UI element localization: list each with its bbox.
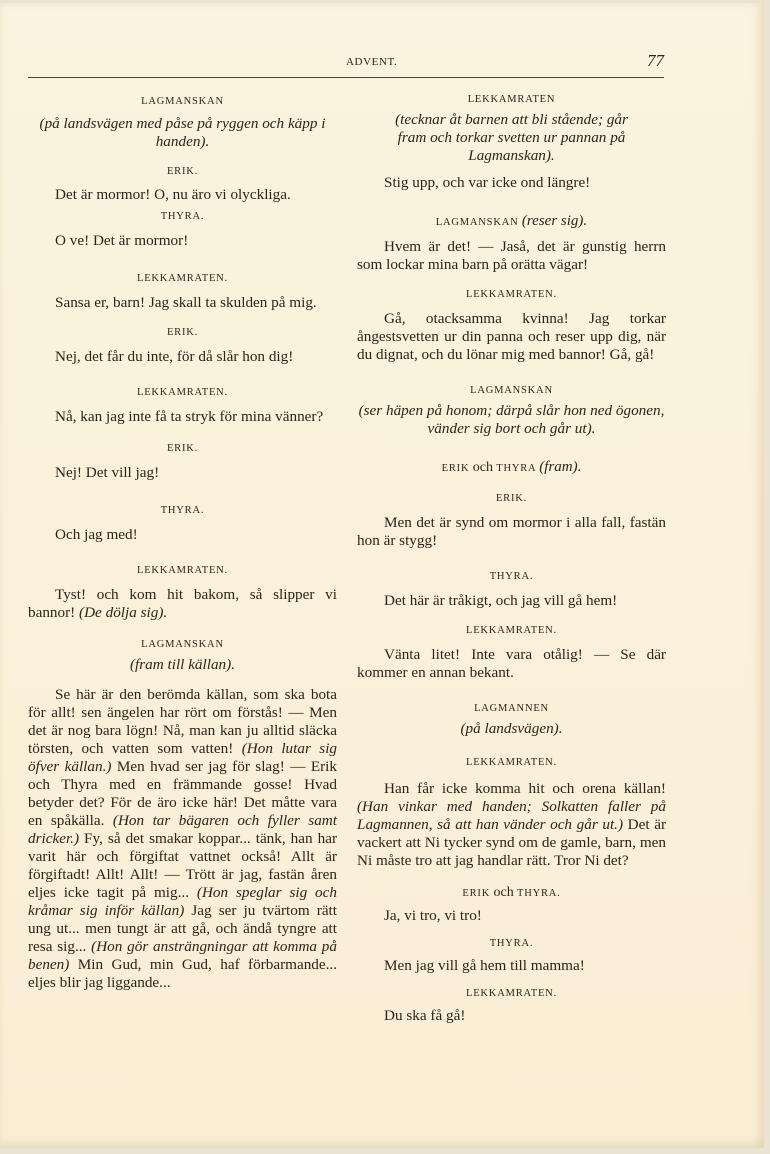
monologue-text: Min Gud, min Gud, haf förbarmande... eljes blir jag liggande...	[28, 956, 338, 991]
dialogue-block	[28, 564, 337, 622]
dialogue-line: Gå, otacksamma kvinna! Jag torkar ångestsvetten ur din panna och reser upp dig, när du dignat, och du lönar mig med bannor! Gå, gå!	[357, 310, 666, 363]
speaker-label: THYRA.	[517, 888, 561, 899]
speaker-direction: (fram).	[539, 459, 582, 475]
speaker-name: THYRA.	[489, 571, 534, 582]
dialogue-line	[357, 780, 666, 870]
speaker-direction: (reser sig).	[521, 213, 588, 229]
dialogue-line: Men det är synd om mormor i alla fall, fastän hon är stygg!	[357, 514, 666, 549]
inline-direction: (Hon tar bägaren och fyller samt dricker.)	[28, 812, 337, 847]
speaker-name: LEKKAMRATEN.	[466, 289, 557, 300]
speaker-name: ERIK.	[495, 493, 528, 504]
stage-direction: (fram till källan).	[129, 656, 236, 673]
dialogue-line: Nej! Det vill jag!	[55, 464, 160, 481]
dialogue-block	[357, 288, 666, 364]
monologue	[28, 686, 337, 992]
dialogue-block	[357, 460, 666, 476]
left-column	[28, 95, 337, 1005]
dialogue-line: Men jag vill gå hem till mamma!	[384, 957, 585, 974]
speaker-name	[357, 886, 666, 901]
speaker-name: ERIK.	[166, 327, 199, 338]
dialogue-block	[357, 93, 666, 192]
monologue-text: Men hvad ser jag för slag! — Erik och Thyra med en främmande gosse! Hvad betyder det? För de äro icke här! Det måtte vara en spåkälla.	[28, 758, 337, 829]
dialogue-line: Sansa er, barn! Jag skall ta skulden på mig.	[55, 294, 317, 311]
dialogue-block	[357, 886, 666, 925]
speaker-name: LEKKAMRATEN.	[137, 273, 228, 284]
stage-direction: (på landsvägen).	[460, 720, 563, 737]
speaker-name: LAGMANSKAN	[141, 639, 224, 650]
speaker-name: ERIK.	[166, 443, 199, 454]
speaker-name: ERIK.	[166, 166, 199, 177]
dialogue-block	[357, 384, 666, 438]
speaker-name	[357, 214, 666, 230]
stage-direction: (ser häpen på honom; därpå slår hon ned ögonen, vänder sig bort och går ut).	[358, 402, 665, 437]
inline-direction: (Han vinkar med handen; Solkatten faller på Lagmannen, så att han vänder och går ut.)	[357, 798, 666, 833]
dialogue-block	[357, 570, 666, 610]
dialogue-line: O ve! Det är mormor!	[55, 232, 189, 249]
inline-direction: (Hon speglar sig och kråmar sig inför källan)	[28, 884, 337, 919]
dialogue-line: Det är mormor! O, nu äro vi olyckliga.	[55, 186, 291, 203]
dialogue-line: Det här är tråkigt, och jag vill gå hem!	[384, 592, 618, 609]
book-page	[0, 3, 766, 1148]
dialogue-line: Vänta litet! Inte vara otålig! — Se där kommer en annan bekant.	[357, 646, 666, 681]
inline-direction: (De dölja sig).	[79, 604, 168, 621]
monologue-text: Fy, så det smakar koppar... tänk, han har varit här och förgiftat vattnet också! Allt är förgiftadt! Allt! Allt! — Trött är jag, fastän åren eljes icke tagit på mig...	[28, 830, 338, 901]
dialogue-block	[357, 214, 666, 274]
dialogue-line	[28, 586, 337, 622]
dialogue-block	[357, 702, 666, 738]
dialogue-text: Han får icke komma hit och orena källan!	[384, 780, 666, 797]
dialogue-text: Det är vackert att Ni tycker synd om de gamle, barn, men Ni måste tro att jag handlar rätt. Tror Ni det?	[357, 816, 667, 869]
speaker-name: THYRA.	[160, 505, 205, 516]
dialogue-block	[28, 638, 337, 992]
speaker-name: THYRA.	[160, 211, 205, 222]
monologue-text: Se här är den berömda källan, som ska bota för allt! sen ängelen har rört om förstås! — Men det är nog bara lögn! Nå, man kan ju alltid släcka törsten, och vatten som vatten!	[28, 686, 337, 757]
running-title: ADVENT.	[346, 56, 398, 68]
dialogue-block	[28, 326, 337, 366]
running-header	[28, 51, 664, 78]
speaker-label: ERIK	[441, 463, 470, 474]
dialogue-line: Och jag med!	[55, 526, 138, 543]
speaker-name: LEKKAMRATEN	[467, 94, 556, 105]
dialogue-block	[28, 165, 337, 204]
dialogue-block	[357, 492, 666, 550]
dialogue-block	[28, 386, 337, 426]
inline-direction: (Hon lutar sig öfver källan.)	[28, 740, 338, 775]
speaker-name: LEKKAMRATEN.	[137, 565, 228, 576]
dialogue-text: Tyst! och kom hit bakom, så slipper vi bannor!	[28, 586, 337, 621]
dialogue-block	[28, 210, 337, 250]
monologue-text: Jag ser ju tvärtom rätt ung ut... men tungt är att gå, och ändå tyngre att resa sig...	[28, 902, 337, 955]
speaker-name: LAGMANNEN	[474, 703, 549, 714]
stage-direction: (tecknar åt barnen att bli stående; går fram och torkar svetten ur pannan på Lagmanskan).	[395, 111, 628, 164]
dialogue-block	[28, 272, 337, 312]
dialogue-block	[357, 987, 666, 1025]
speaker-label: LAGMANSKAN	[435, 217, 519, 228]
speaker-label: THYRA	[496, 463, 536, 474]
dialogue-line: Nå, kan jag inte få ta stryk för mina vänner?	[55, 408, 324, 425]
dialogue-line: Du ska få gå!	[384, 1007, 466, 1024]
right-column	[357, 95, 666, 1038]
speaker-name: LAGMANSKAN	[470, 385, 553, 396]
speaker-name	[357, 460, 666, 476]
stage-direction: (på landsvägen med påse på ryggen och käpp i handen).	[39, 115, 326, 150]
dialogue-block	[28, 504, 337, 544]
page-number: 77	[647, 51, 664, 70]
speaker-name: THYRA.	[489, 938, 534, 949]
dialogue-line: Stig upp, och var icke ond längre!	[384, 174, 591, 191]
conjunction: och	[472, 460, 493, 475]
dialogue-block	[28, 95, 337, 151]
speaker-name: LEKKAMRATEN.	[137, 387, 228, 398]
dialogue-line: Hvem är det! — Jaså, det är gunstig herrn som lockar mina barn på orätta vägar!	[357, 238, 666, 273]
speaker-name: LEKKAMRATEN.	[466, 988, 557, 999]
inline-direction: (Hon gör ansträngningar att komma på benen)	[28, 938, 337, 973]
conjunction: och	[493, 885, 514, 900]
speaker-name: LEKKAMRATEN.	[466, 757, 557, 768]
dialogue-block	[357, 624, 666, 682]
speaker-name: LAGMANSKAN	[141, 96, 224, 107]
dialogue-block	[28, 442, 337, 482]
speaker-name: LEKKAMRATEN.	[466, 625, 557, 636]
dialogue-line: Ja, vi tro, vi tro!	[384, 907, 482, 924]
dialogue-block	[357, 756, 666, 870]
dialogue-block	[357, 937, 666, 975]
speaker-label: ERIK	[462, 888, 491, 899]
dialogue-line: Nej, det får du inte, för då slår hon dig!	[55, 348, 294, 365]
